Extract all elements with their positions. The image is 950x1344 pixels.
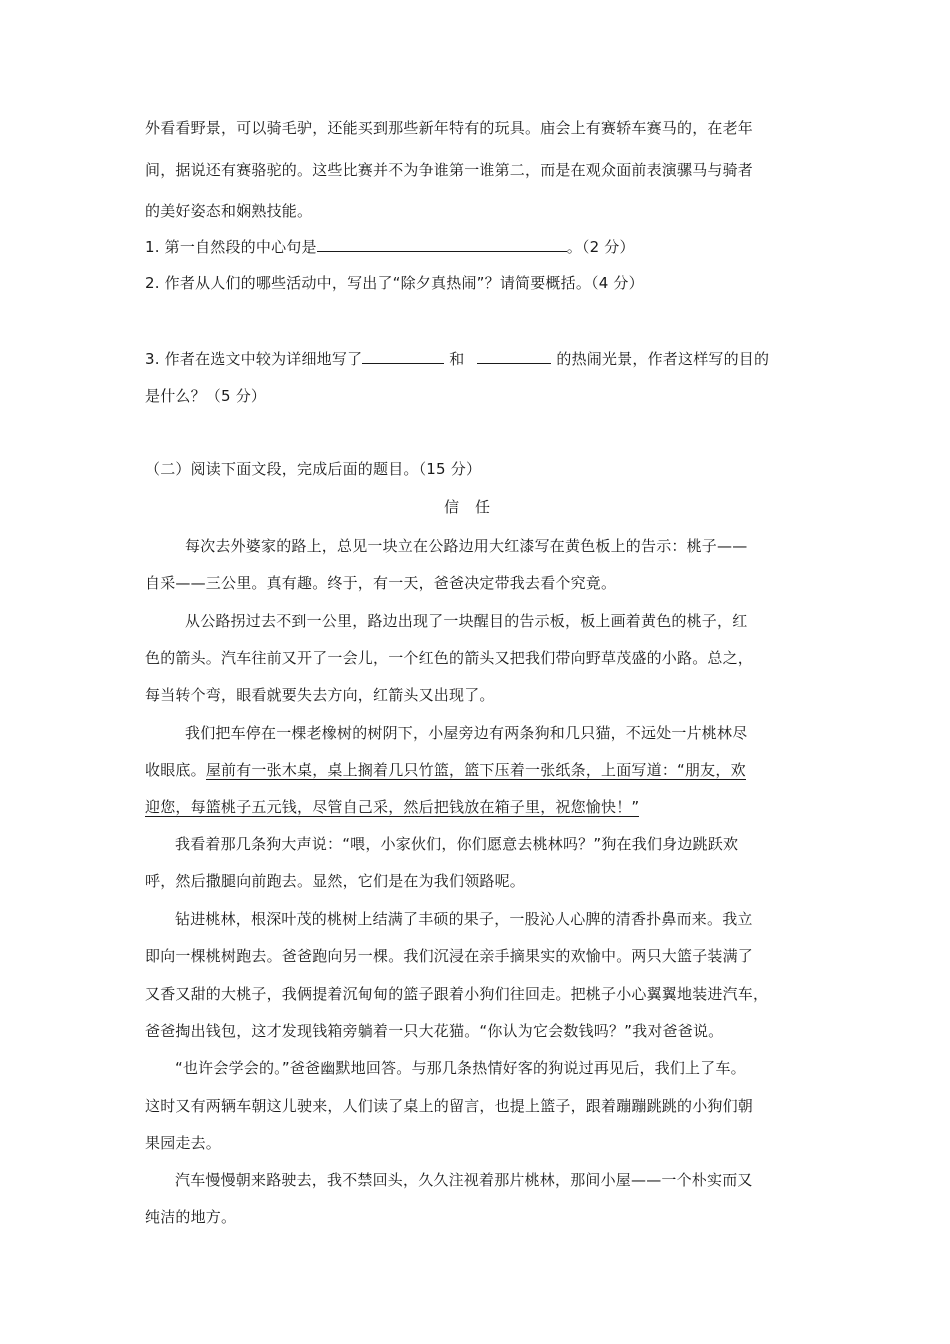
question-2: 2. 作者从人们的哪些活动中，写出了“除夕真热闹”？请简要概括。（4 分）	[145, 274, 644, 292]
paragraph-line: 我们把车停在一棵老橡树的树阴下，小屋旁边有两条狗和几只猫，不远处一片桃林尽	[185, 724, 748, 742]
paragraph-line: 从公路拐过去不到一公里，路边出现了一块醒目的告示板，板上画着黄色的桃子，红	[185, 612, 748, 630]
question-1-points: 。（2 分）	[566, 238, 635, 256]
paragraph-line: 汽车慢慢朝来路驶去，我不禁回头，久久注视着那片桃林，那间小屋——一个朴实而又	[175, 1171, 753, 1189]
paragraph-line: 果园走去。	[145, 1134, 222, 1152]
prev-passage-line: 的美好姿态和娴熟技能。	[145, 202, 313, 220]
prev-passage-line: 外看看野景，可以骑毛驴，还能买到那些新年特有的玩具。庙会上有赛轿车赛马的，在老年	[145, 119, 754, 137]
paragraph-line: 即向一棵桃树跑去。爸爸跑向另一棵。我们沉浸在亲手摘果实的欢愉中。两只大篮子装满了	[145, 947, 754, 965]
plain-text: 收眼底。	[145, 761, 206, 779]
question-3-line2: 是什么？（5 分）	[145, 387, 267, 405]
prev-passage-line: 间，据说还有赛骆驼的。这些比赛并不为争谁第一谁第二，而是在观众面前表演骡马与骑者	[145, 161, 754, 179]
question-3-text-end: 的热闹光景，作者这样写的目的	[556, 350, 770, 368]
question-1	[145, 236, 810, 257]
paragraph-line: 又香又甜的大桃子，我俩提着沉甸甸的篮子跟着小狗们往回走。把桃子小心翼翼地装进汽车，	[145, 985, 769, 1003]
answer-blank[interactable]	[362, 348, 444, 364]
paragraph-line: 纯洁的地方。	[145, 1208, 237, 1226]
paragraph-line: 每次去外婆家的路上，总见一块立在公路边用大红漆写在黄色板上的告示：桃子——	[185, 537, 748, 555]
question-3-and: 和	[449, 350, 465, 368]
question-1-text: 1. 第一自然段的中心句是	[145, 238, 317, 256]
paragraph-line	[145, 797, 810, 817]
paragraph-line: 这时又有两辆车朝这儿驶来，人们读了桌上的留言，也提上篮子，跟着蹦蹦跳跳的小狗们朝	[145, 1097, 754, 1115]
paragraph-line: 呼，然后撒腿向前跑去。显然，它们是在为我们领路呢。	[145, 872, 526, 890]
paragraph-line: 我看着那几条狗大声说：“喂，小家伙们，你们愿意去桃林吗？”狗在我们身边跳跃欢	[175, 835, 739, 853]
paragraph-line: “也许会学会的。”爸爸幽默地回答。与那几条热情好客的狗说过再见后，我们上了车。	[175, 1059, 746, 1077]
underlined-text: 迎您，每篮桃子五元钱，尽管自己采，然后把钱放在箱子里，祝您愉快！”	[145, 798, 640, 816]
passage-title: 信任	[443, 498, 506, 516]
paragraph-line	[145, 760, 810, 780]
paragraph-line: 自采——三公里。真有趣。终于，有一天，爸爸决定带我去看个究竟。	[145, 574, 617, 592]
answer-blank[interactable]	[477, 348, 551, 364]
question-3-text: 3. 作者在选文中较为详细地写了	[145, 350, 363, 368]
paragraph-line: 爸爸掏出钱包，这才发现钱箱旁躺着一只大花猫。“你认为它会数钱吗？”我对爸爸说。	[145, 1022, 724, 1040]
section-heading: （二）阅读下面文段，完成后面的题目。（15 分）	[145, 460, 482, 478]
answer-blank[interactable]	[317, 236, 567, 252]
paragraph-line: 钻进桃林，根深叶茂的桃树上结满了丰硕的果子，一股沁人心脾的清香扑鼻而来。我立	[175, 910, 753, 928]
paragraph-line: 色的箭头。汽车往前又开了一会儿，一个红色的箭头又把我们带向野草茂盛的小路。总之，	[145, 649, 754, 667]
question-3	[145, 348, 810, 369]
underlined-text: 屋前有一张木桌，桌上搁着几只竹篮，篮下压着一张纸条，上面写道：“朋友，欢	[205, 761, 746, 779]
paragraph-line: 每当转个弯，眼看就要失去方向，红箭头又出现了。	[145, 686, 495, 704]
